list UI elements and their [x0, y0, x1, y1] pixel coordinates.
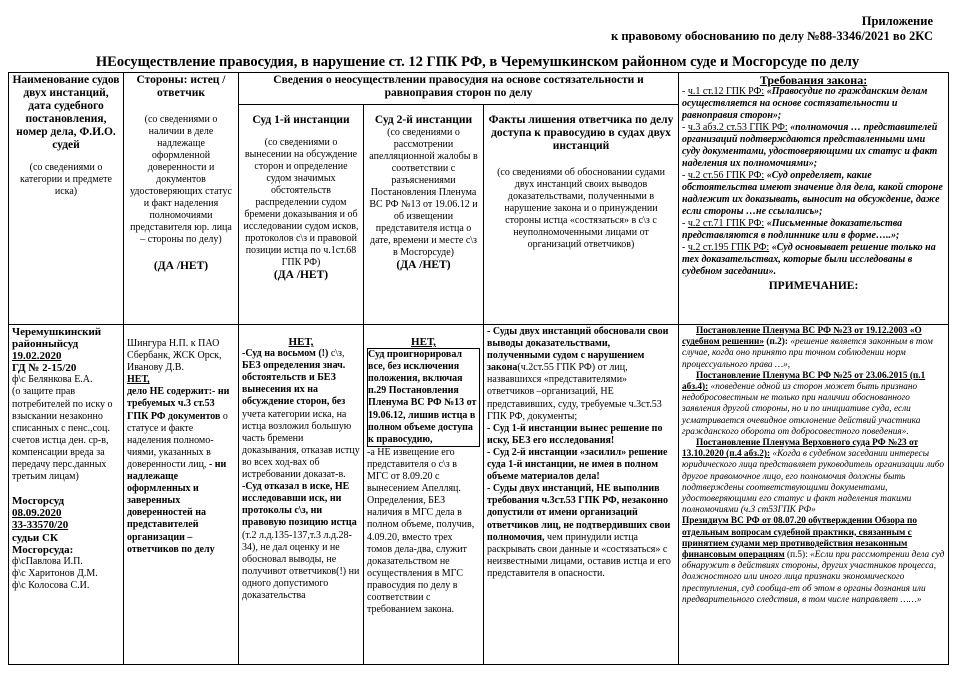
- facts-bold2: - Суд 1-й инстанции вынес решение по иску, БЕЗ его исследования!: [487, 422, 663, 446]
- law-item: - ч.2 ст.71 ГПК РФ: «Письменные доказательства представляются в подлиннике или в форме…..»;: [682, 218, 903, 241]
- law-ref: ч.1 ст.12 ГПК РФ:: [687, 86, 765, 97]
- violations-table: [8, 72, 949, 665]
- col5-note: (со сведениями об обосновании судами двух инстанций своих выводов доказательствами, полученными в нарушение закона и о принуждении стороны истца «состязаться» в с\з с неуполномоченными лицами от организаций ответчиков): [497, 167, 665, 250]
- cell-court2: [364, 325, 484, 665]
- parties-no: НЕТ,: [127, 374, 150, 386]
- cell-facts: [484, 325, 679, 665]
- facts-bold3: - Суд 2-й инстанции «засилил» решение суда 1-й инстанции, не имея в полном объеме материалов дела!: [487, 446, 668, 483]
- note3: [682, 438, 945, 516]
- appendix-heading: [611, 14, 933, 44]
- court1-bold3: -Суд отказал в иске, НЕ исследовавши иск, ни протоколы с\з, ни правовую позицию истца: [242, 481, 357, 529]
- court1-details: [242, 348, 360, 481]
- note1: [682, 326, 945, 371]
- law-text: «полномочия … представителей организаций подтверждаются представленными ими суду документами, удостоверяющими их статус и факт наделения их полномочиями»;: [682, 122, 938, 169]
- facts-text1: (ч.2ст.55 ГПК РФ) от лиц, назвавшихся «представителями» ответчиков –организаций, НЕ представивших, суду, требуемые ч.3ст.53 ГПК РФ, документы;: [487, 362, 662, 422]
- law-text: «Суд основывает решение только на тех доказательствах, которые были исследованы в судебном заседании».: [682, 242, 936, 277]
- law-text: «Письменные доказательства представляются в подлиннике или в форме…..»;: [682, 218, 903, 241]
- header-col-parties: [124, 73, 239, 325]
- facts-bold1: - Суды двух инстанций обосновали свои выводы доказательствами, полученными судом с нарушением закона: [487, 326, 669, 374]
- court2-judge1: ф\сПавлова И.П.: [12, 555, 83, 567]
- header-col-court2: [364, 105, 484, 325]
- note2-text: «поведение одной из сторон может быть признано недобросовестным не только при наличии обоснованного заявления другой стороны, но и по инициативе суда, если усматривается очевидное отклонение действий участника гражданского оборота от добросовестного поведения».: [682, 382, 921, 437]
- appendix-line1: Приложение: [861, 14, 933, 28]
- appendix-line2: к правовому обоснованию по делу №88-3346/2021 во 2КС: [611, 29, 933, 43]
- group-title: Сведения о неосуществлении правосудия на основе состязательности и равноправия сторон по делу: [273, 74, 644, 99]
- col6-note-title: ПРИМЕЧАНИЕ:: [768, 280, 859, 292]
- court1-case: ГД № 2-15/20: [12, 362, 77, 375]
- law-item: - ч.2 ст.56 ГПК РФ: «Суд определяет, какие обстоятельства имеют значение для дела, какой стороне надлежит их доказывать, выносит на обсуждение, даже если стороны …не ссылались»;: [682, 170, 943, 217]
- court1-name: Черемушкинский районныйсуд: [12, 326, 102, 351]
- court2-text: -а НЕ извещение его представителя о с\з в МГС от 8.09.20 с вынесением Апелляц. Определения, БЕЗ наличия в МГС дела в полном объеме, получив, 4.09.20, вместо трех томов дела-два, служит доказательством не осуществления в МГС правосудия по делу в соответствии с требованием закона.: [367, 446, 475, 616]
- cell-notes: [679, 325, 949, 665]
- col1-note: (со сведениями о категории и предмете иска): [20, 162, 112, 197]
- facts-p4: [487, 483, 675, 580]
- law-text: «Суд определяет, какие обстоятельства имеют значение для дела, какой стороне надлежит их доказывать, выносит на обсуждение, даже если стороны …не ссылались»;: [682, 170, 943, 217]
- court1-text3: (т.2 л.д.135-137,т.3 л.д.28-34), не дал оценку и не обосновал выводы, не получивот ответчиков(!) ни одного допустимого доказательства: [242, 529, 360, 601]
- law-ref: ч.3 абз.2 ст.53 ГПК РФ:: [687, 122, 788, 133]
- law-ref: ч.2 ст.56 ГПК РФ:: [687, 170, 765, 181]
- court2-name: Мосгорсуд: [12, 495, 65, 508]
- header-col-court1: [239, 105, 364, 325]
- parties-names: Шингура Н.П. к ПАО Сбербанк, ЖСК Орск, Иванову Д.В.: [127, 338, 222, 374]
- law-text: «Правосудие по гражданским делам осуществляется на основе состязательности и равноправия сторон»;: [682, 86, 928, 121]
- col2-yesno: (ДА /НЕТ): [153, 260, 209, 272]
- court1-bold1: -Суд на восьмом (!): [242, 348, 329, 360]
- court1-no: НЕТ,: [288, 336, 314, 348]
- col4-title: Суд 2-й инстанции: [374, 114, 473, 126]
- note4-text: «Если при рассмотрении дела суд обнаружит в действиях стороны, других участников процесса, должностного или иного лица признаки экономического преступления, суд сообща-ет об этом в органы дознания или предварительного следствия, в том числе направляет ……»: [682, 550, 945, 605]
- note4-title: Президиум ВС РФ от 08.07.20 обутверждении Обзора по отдельным вопросам судебной практики, связанным с принятием судами мер противодействия незаконным финансовым операциям: [682, 516, 918, 561]
- note1-text: «решение является законным в том случае, когда оно принято при точном соблюдении норм процессуального права …»,: [682, 337, 933, 370]
- col4-yesno: (ДА /НЕТ): [396, 259, 451, 271]
- law-item: - ч.2 ст.195 ГПК РФ: «Суд основывает решение только на тех доказательствах, которые были исследованы в судебном заседании».: [682, 242, 936, 277]
- court2-case: 33-33570/20: [12, 519, 69, 532]
- col1-title: Наименование судов двух инстанций, дата судебного постановления, номер дела, Ф.И.О. судей: [12, 74, 120, 151]
- law-ref: ч.2 ст.195 ГПК РФ:: [687, 242, 770, 253]
- note2: [682, 371, 945, 438]
- header-col-law: [679, 73, 949, 325]
- court2-no: НЕТ,: [411, 336, 436, 348]
- col3-note: (со сведениями о вынесении на обсуждение сторон и определение судом значимых обстоятельств распределении судом бремени доказывания и об исследовании судом исков, протоколов с\з и правовой позиции истца по ч.1ст.68 ГПК РФ): [243, 137, 359, 268]
- col2-note: (со сведениями о наличии в деле надлежаще оформленной доверенности и документов удостоверяющих статус и факт наделения полномочиями представителя юр. лица – стороны по делу): [130, 114, 232, 245]
- court1-date: 19.02.2020: [12, 350, 62, 363]
- cell-court1: [239, 325, 364, 665]
- court1-bold2: БЕЗ определения знач. обстоятельств и БЕЗ вынесения их на обсуждение сторон, без: [242, 360, 346, 408]
- facts-bold4: - Суды двух инстанций, НЕ выполнив требования ч.3ст.53 ГПК РФ, незаконно допустили от имени организаций ответчиков лиц, не подтвердивших свои полномочия,: [487, 483, 671, 543]
- facts-text4: чем принудили истца раскрывать свои данные и «состязаться» с неизвестными лицами, оставив истца и его представителя в опасности.: [487, 531, 671, 579]
- note4-ref: (п.5):: [784, 550, 808, 561]
- court1-subject: (о защите прав потребителей по иску о взыскании незаконно списанных с пенс.,соц. счетов истца ден. ср-в, компенсации вреда за передачу перс.данных третьим лицам): [12, 386, 113, 483]
- col3-yesno: (ДА /НЕТ): [273, 269, 329, 281]
- court1-text2: учета категории иска, на истца возложил большую часть бремени доказывания, отказав истцу во всех ход-вах об истребовании доказат-в.: [242, 408, 360, 481]
- court2-date: 08.09.2020: [12, 507, 62, 520]
- cell-courts: [9, 325, 124, 665]
- note3-text: «Когда в судебном заседании интересы юридического лица представляет руководитель организации либо другое правомочное лицо, его полномочия должны быть подтверждены соответствующими документами, удостоверяющими его статус и факт наделения такими полномочиями (ч.3 ст53ГПК РФ»: [682, 449, 944, 516]
- note1-ref: (п.2):: [764, 337, 788, 348]
- parties-bold2: - ни надлежаще оформленных и заверенных доверенностей на представителей организации – ответчиков по делу: [127, 458, 227, 555]
- court2-boxed-text: Суд проигнорировал все, без исключения положения, включая п.29 Постановления Пленума ВС РФ №13 от 19.06.12, лишив истца в полном объеме доступа к правосудию,: [367, 348, 480, 447]
- header-group: [239, 73, 679, 105]
- parties-details: [127, 386, 235, 555]
- note2-title: Постановление Пленума ВС РФ №25 от 23.06.2015 (п.1 абз.4):: [682, 370, 926, 393]
- cell-parties: [124, 325, 239, 665]
- header-col-facts: [484, 105, 679, 325]
- col3-title: Суд 1-й инстанции: [252, 114, 350, 126]
- law-item: - ч.1 ст.12 ГПК РФ: «Правосудие по гражданским делам осуществляется на основе состязательности и равноправия сторон»;: [682, 86, 928, 121]
- court1-details2: [242, 481, 360, 602]
- col6-title: Требования закона:: [759, 73, 868, 87]
- note3-title: Постановление Пленума Верховного суда РФ №23 от 13.10.2020 (п.4 абз.2):: [682, 438, 919, 460]
- court2-judge2: ф\с Харитонов Д.М.: [12, 567, 98, 579]
- col5-title: Факты лишения ответчика по делу доступа к правосудию в судах двух инстанций: [488, 114, 674, 152]
- col2-title: Стороны: истец /ответчик: [136, 74, 226, 99]
- law-list: [682, 86, 945, 278]
- facts-p1: [487, 326, 675, 423]
- note1-title: Постановление Пленума ВС РФ №23 от 19.12.2003 «О судебном решении»: [682, 326, 922, 348]
- court2-judges-label: судьи СК Мосгорсуда:: [12, 531, 74, 556]
- parties-text1: о статусе и факте наделения полномо-чиями, указанных в доверенности лиц,: [127, 410, 228, 470]
- document-title: НЕосуществление правосудия, в нарушение ст. 12 ГПК РФ, в Черемушкинском районном суде и Мосгорсуде по делу: [95, 54, 860, 70]
- header-col-courts: [9, 73, 124, 325]
- court2-box: [367, 348, 480, 447]
- law-ref: ч.2 ст.71 ГПК РФ:: [687, 218, 765, 229]
- note4: [682, 516, 945, 606]
- law-item: - ч.3 абз.2 ст.53 ГПК РФ: «полномочия … представителей организаций подтверждаются представленными ими суду документами, удостоверяющими их статус и факт наделения их полномочиями»;: [682, 122, 938, 169]
- court2-judge3: ф\с Колосова С.И.: [12, 579, 90, 591]
- court1-judge: ф\с Белянкова Е.А.: [12, 374, 93, 386]
- parties-bold1: дело НЕ содержит:- ни требуемых ч.3 ст.53 ГПК РФ документов: [127, 386, 230, 422]
- col4-note: (со сведениями о рассмотрении апелляционной жалобы в соответствии с разъяснениями Постановления Пленума ВС РФ №13 от 19.06.12 и об извещении представителя истца о дате, времени и месте с\з в Мосгорсуде): [369, 127, 478, 258]
- court1-text1: с\з,: [328, 348, 345, 360]
